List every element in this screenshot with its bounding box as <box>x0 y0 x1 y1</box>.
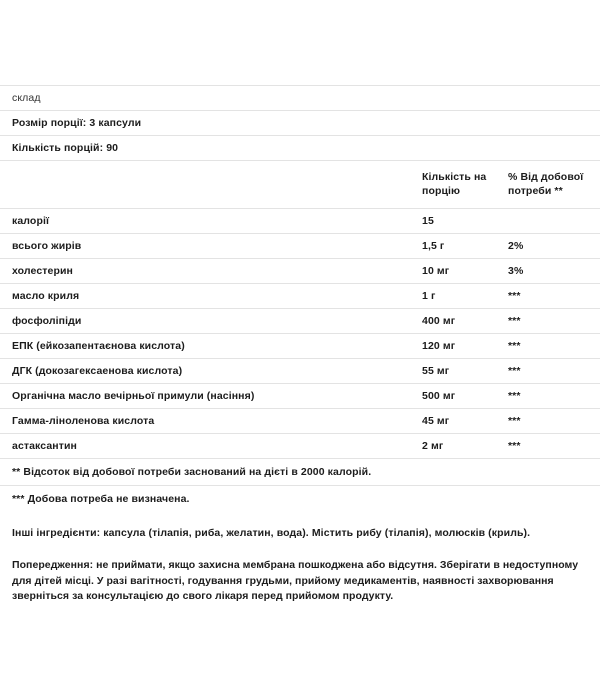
servings-per-container-dv-spacer <box>508 136 600 161</box>
column-header-percent-daily-value: % Від добової потреби ** <box>508 171 584 197</box>
table-row <box>0 284 600 309</box>
nutrient-daily-value: *** <box>508 365 521 377</box>
serving-size-amount-spacer <box>422 111 508 136</box>
servings-per-container-row <box>0 136 600 161</box>
nutrient-name: ДГК (докозагексаенова кислота) <box>12 365 183 377</box>
nutrient-amount: 55 мг <box>422 365 450 377</box>
nutrient-name: всього жирів <box>12 240 82 252</box>
table-row <box>0 359 600 384</box>
panel-title-row <box>0 86 600 111</box>
nutrient-daily-value: *** <box>508 390 521 402</box>
table-row <box>0 209 600 234</box>
nutrient-daily-value <box>508 209 600 234</box>
servings-per-container-amount-spacer <box>422 136 508 161</box>
column-header-amount-per-serving: Кількість на порцію <box>422 171 487 197</box>
table-row <box>0 234 600 259</box>
nutrient-amount: 10 мг <box>422 265 450 277</box>
table-row <box>0 384 600 409</box>
footnote-daily-value-basis: ** Відсоток від добової потреби заснований на дієті в 2000 калорій. <box>12 466 372 478</box>
nutrient-daily-value: *** <box>508 440 521 452</box>
table-row <box>0 309 600 334</box>
nutrient-name: калорії <box>12 215 50 227</box>
nutrient-amount: 400 мг <box>422 315 456 327</box>
nutrient-amount: 1,5 г <box>422 240 445 252</box>
serving-size-dv-spacer <box>508 111 600 136</box>
nutrient-amount: 45 мг <box>422 415 450 427</box>
below-table-section <box>0 526 600 605</box>
panel-title-amount-spacer <box>422 86 508 111</box>
serving-size-label: Розмір порції: 3 капсули <box>12 117 142 129</box>
nutrient-amount: 15 <box>422 215 434 227</box>
nutrient-name: масло криля <box>12 290 80 302</box>
footnote-row <box>0 459 600 486</box>
table-row <box>0 259 600 284</box>
nutrient-amount: 2 мг <box>422 440 444 452</box>
nutrient-amount: 500 мг <box>422 390 456 402</box>
nutrient-name: фосфоліпіди <box>12 315 82 327</box>
nutrient-name: Гамма-ліноленова кислота <box>12 415 155 427</box>
table-row <box>0 334 600 359</box>
supplement-facts-page <box>0 85 600 605</box>
column-headers-row <box>0 161 600 209</box>
nutrient-daily-value: *** <box>508 290 521 302</box>
nutrient-name: холестерин <box>12 265 73 277</box>
other-ingredients-text: Інші інгредієнти: капсула (тілапія, риба, желатин, вода). Містить рибу (тілапія), молюсків (криль). <box>12 527 531 539</box>
footnote-row <box>0 486 600 513</box>
nutrient-daily-value: *** <box>508 340 521 352</box>
table-row <box>0 434 600 459</box>
nutrient-daily-value: 2% <box>508 240 524 252</box>
panel-title: склад <box>12 92 41 104</box>
panel-title-dv-spacer <box>508 86 600 111</box>
column-header-name <box>0 161 422 209</box>
supplement-facts-table <box>0 85 600 512</box>
nutrient-name: Органічна масло вечірньої примули (насіння) <box>12 390 255 402</box>
nutrient-name: ЕПК (ейкозапентаєнова кислота) <box>12 340 185 352</box>
nutrient-daily-value: *** <box>508 415 521 427</box>
nutrient-name: астаксантин <box>12 440 77 452</box>
nutrient-daily-value: *** <box>508 315 521 327</box>
table-row <box>0 409 600 434</box>
nutrient-amount: 120 мг <box>422 340 456 352</box>
supplement-facts-table-body <box>0 86 600 513</box>
footnote-daily-value-not-established: *** Добова потреба не визначена. <box>12 493 190 505</box>
warning-text: Попередження: не приймати, якщо захисна мембрана пошкоджена або відсутня. Зберігати в недоступному для дітей місці. У разі вагітності, годування грудьми, прийому медикаментів, наявності захворювання зверніться за консультацією до свого лікаря перед прийомом продукту. <box>12 559 579 602</box>
servings-per-container-label: Кількість порцій: 90 <box>12 142 119 154</box>
nutrient-daily-value: 3% <box>508 265 524 277</box>
nutrient-amount: 1 г <box>422 290 436 302</box>
serving-size-row <box>0 111 600 136</box>
